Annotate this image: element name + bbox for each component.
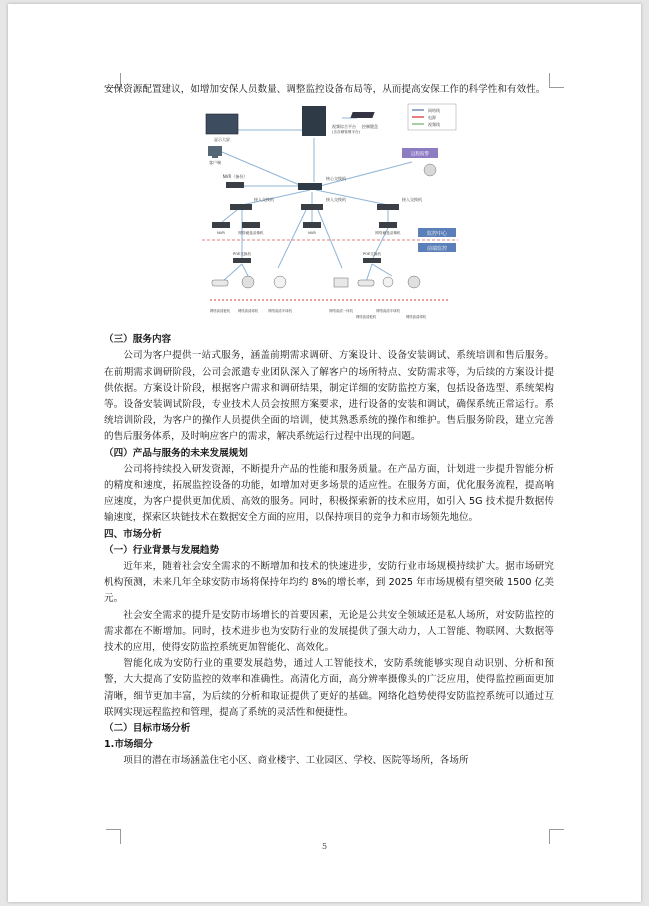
client-label: 客户端	[209, 160, 221, 166]
link-client-core	[222, 152, 302, 186]
access-switch-left	[230, 204, 252, 210]
control-keyboard-device	[350, 112, 374, 118]
network-diagram	[202, 100, 458, 326]
legend-power: 电源	[428, 115, 436, 121]
chapter4-sub1-p3: 智能化成为安防行业的重要发展趋势，通过人工智能技术，安防系统能够实现自动识别、分析和预警，大大提高了安防监控的效率和准确性。高清化方面，高分辨率摄像头的广泛应用，使得监控画面更加清晰，细节更加丰富，为后续的分析和取证提供了更好的基础。网络化趋势使得安防监控系统可以通过互联网实现远程监控和管理，提高了系统的灵活性和便捷性。	[104, 658, 554, 718]
legend-network: 网络线	[428, 108, 440, 114]
storage-left-label: 网络硬盘录像机	[238, 231, 264, 236]
camera-2-label: 网络高清球机	[237, 309, 259, 314]
chapter4-sub1-p2: 社会安全需求的提升是安防市场增长的首要因素，无论是公共安全领域还是私人场所，对安防监控的需求都在不断增加。同时，技术进步也为安防行业的发展提供了强大动力，人工智能、物联网、大数据等技术的应用，使得安防监控系统更加智能化、高效化。	[104, 609, 554, 654]
big-screen-device	[206, 114, 238, 134]
chapter4-heading: 四、市场分析	[104, 528, 162, 540]
network-diagram-figure	[104, 100, 554, 326]
section3-heading: （三）服务内容	[104, 334, 172, 346]
camera-7-label: 网络高清球机	[405, 315, 427, 320]
storage-left-device	[242, 222, 260, 228]
client-device	[208, 146, 222, 156]
section4-heading: （四）产品与服务的未来发展规划	[104, 447, 248, 459]
camera-3	[274, 276, 286, 288]
link-poe-cam-5	[366, 264, 372, 282]
access-switch-mid-label: 接入交换机	[326, 197, 346, 203]
link-core-alarm	[320, 162, 412, 186]
zone-monitor-label: 监控中心	[426, 231, 448, 238]
link-access-nvr-left	[222, 210, 237, 222]
nvr-backup-label: NVR（备份）	[222, 174, 248, 180]
chapter4-sub2-heading: （二）目标市场分析	[104, 723, 191, 735]
camera-7	[408, 276, 420, 288]
access-switch-right-label: 接入交换机	[402, 197, 422, 203]
poe-switch-left-label: POE交换机	[232, 252, 252, 257]
nvr-backup-device	[226, 182, 244, 188]
camera-1	[212, 280, 228, 286]
camera-3-label: 网络高清半球机	[268, 309, 292, 314]
poe-switch-right-label: POE交换机	[362, 252, 382, 257]
link-access-cam-mid-a	[278, 210, 306, 268]
camera-5-label: 网络高清枪机	[355, 315, 377, 320]
alarm-host-label: 远程报警	[411, 152, 429, 158]
camera-5	[358, 280, 374, 286]
camera-1-label: 网络高清枪机	[209, 309, 231, 314]
camera-2	[242, 276, 254, 288]
intro-paragraph: 安保资源配置建议，如增加安保人员数量、调整监控设备布局等，从而提高安保工作的科学性和有效性。	[104, 84, 546, 95]
alarm-dome-device	[424, 164, 436, 176]
access-switch-group	[230, 204, 399, 210]
chapter4-sub1-heading: （一）行业背景与发展趋势	[104, 544, 220, 556]
connection-lines	[222, 118, 412, 282]
link-core-access-left	[242, 190, 310, 205]
camera-4	[334, 278, 348, 287]
camera-6-label: 网络高清半球机	[376, 309, 400, 314]
big-screen-label: 显示大屏	[214, 137, 230, 143]
link-poe-cam-1	[222, 264, 242, 282]
camera-4-label: 网络高清一体机	[329, 309, 353, 314]
video-platform-label: 视频综合平台	[332, 124, 356, 130]
access-switch-right	[377, 204, 399, 210]
poe-switch-left	[233, 258, 251, 263]
camera-group	[212, 276, 420, 288]
nvr-mid-device	[303, 222, 321, 228]
nvr-left-label: NVR	[217, 231, 225, 236]
access-switch-left-label: 接入交换机	[254, 197, 274, 203]
page-number: 5	[321, 842, 328, 851]
chapter4-sub2-item1: 1.市场细分	[104, 739, 153, 751]
access-switch-mid	[301, 204, 323, 210]
zone-front-label: 前端监控	[426, 246, 448, 253]
legend-video: 视频线	[428, 122, 440, 128]
video-platform-sub: (含存储管理平台)	[332, 130, 360, 135]
chapter4-sub1-p1: 近年来，随着社会安全需求的不断增加和技术的快速进步，安防行业市场规模持续扩大。据市场研究机构预测，未来几年全球安防市场将保持年均约 8%的增长率，到 2025 年市场规模有望突破 1500 亿美元。	[104, 561, 554, 605]
core-switch-device	[298, 183, 322, 190]
nvr-left-device	[212, 222, 230, 228]
link-access-cam-mid-b	[318, 210, 342, 268]
section3-paragraph: 公司为客户提供一站式服务，涵盖前期需求调研、方案设计、设备安装调试、系统培训和售后服务。在前期需求调研阶段，公司会派遣专业团队深入了解客户的场所特点、安防需求等，为后续的方案设计提供依据。方案设计阶段，根据客户需求和调研结果，制定详细的安防监控方案，包括设备选型、系统架构等。设备安装调试阶段，专业技术人员会按照方案要求，进行设备的安装和调试，确保系统正常运行。系统培训阶段，为客户的操作人员提供全面的培训，使其熟悉系统的操作和维护。售后服务阶段，建立完善的售后服务体系，及时响应客户的需求，解决系统运行过程中出现的问题。	[104, 350, 554, 443]
nvr-mid-label: NVR	[308, 231, 316, 236]
link-poe-cam-6	[372, 264, 392, 276]
video-platform-device	[302, 106, 326, 136]
chapter4-sub2-p1: 项目的潜在市场涵盖住宅小区、商业楼宇、工业园区、学校、医院等场所，各场所	[123, 755, 469, 767]
client-stand	[212, 156, 218, 158]
core-switch-label: 核心交换机	[326, 176, 346, 182]
control-keyboard-label: 控制键盘	[362, 124, 378, 130]
document-page	[8, 4, 641, 902]
page-content	[104, 82, 554, 770]
link-poe-cam-2	[242, 264, 248, 276]
storage-right-device	[379, 222, 397, 228]
poe-switch-right	[363, 258, 381, 263]
section4-paragraph: 公司将持续投入研发资源，不断提升产品的性能和服务质量。在产品方面，计划进一步提升智能分析的精度和速度，拓展监控设备的功能，如增加对更多场景的适应性。在服务方面，优化服务流程，提高响应速度，为客户提供更加优质、高效的服务。同时，积极探索新的技术应用，如引入 5G 技术提升数据传输速度，探索区块链技术在数据安全方面的应用，以保持项目的竞争力和市场领先地位。	[104, 463, 554, 524]
camera-6	[383, 277, 393, 287]
storage-right-label: 网络硬盘录像机	[375, 231, 401, 236]
